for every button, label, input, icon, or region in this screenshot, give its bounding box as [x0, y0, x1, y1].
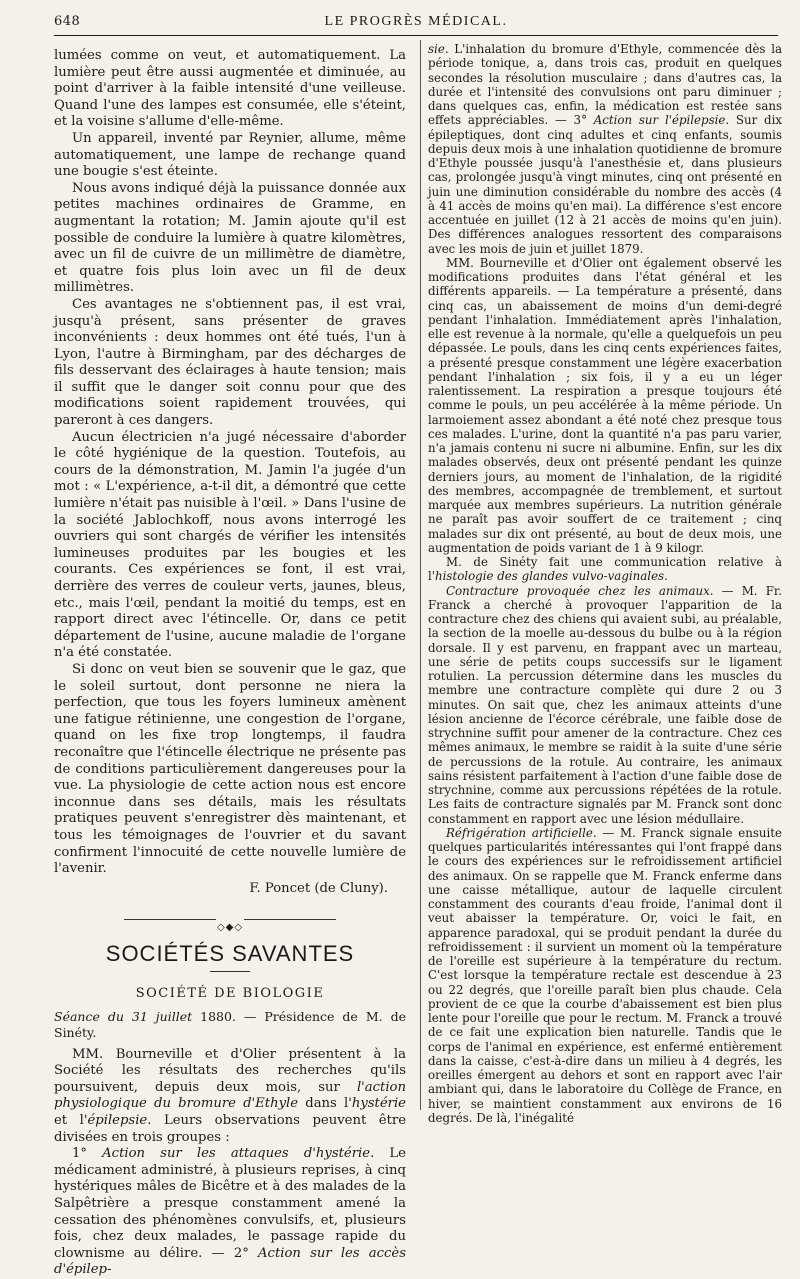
- ornament-line: [244, 919, 336, 920]
- ornament-glyph: ◇◆◇: [216, 921, 244, 933]
- text-run: dans l': [298, 1096, 352, 1112]
- text-run: . — M. Franck signale ensuite quelques particularités intéressantes qui l'ont frappé dans le cours des expériences sur le refroidissement artificiel des animaux. On se rappelle que M. Franck enferme dans une caisse métallique, autour de laquelle circulent constamment des courants d'eau froide, l'animal dont il veut abaisser la température. Or, voici le fait, en apparence paradoxal, qui se produit pendant la durée du refroidissement : il survient un moment où la température de l'oreille est supérieure à la température du rectum. C'est lorsque la température rectale est descendue à 23 ou 22 degrés, que l'oreille paraît bien plus chaude. Cela provient de ce que la courbe d'abaissement est bien plus lente pour l'oreille que pour le rectum. M. Franck a trouvé de ce fait une explication bien naturelle. Tandis que le corps de l'animal en expérience, est enfermé entièrement dans la caisse, c'est-à-dire dans un milieu à 4 degrés, les oreilles émergent au dehors et sont en rapport avec l'air ambiant qui, dans le laboratoire du Collège de France, en hiver, se maintient constamment aux environs de 16 degrés. De là, l'inégalité: [428, 825, 782, 1125]
- paragraph: Un appareil, inventé par Reynier, allume, même automatiquement, une lampe de rechange quand une bougie s'est éteinte.: [54, 130, 406, 180]
- right-column: [428, 42, 782, 1125]
- text-run: 1°: [72, 1146, 103, 1162]
- paragraph: Aucun électricien n'a jugé nécessaire d'aborder le côté hygiénique de la question. Toutefois, au cours de la démonstration, M. Jamin l'a jugée d'un mot : « L'expérience, a-t-il dit, a démontré que cette lumière n'était pas nuisible à l'œil. » Dans l'usine de la société Jablochkoff, nous avons interrogé les ouvriers qui sont chargés de vérifier les intensités lumineuses produites par les bougies et les courants. Ces expériences se font, il est vrai, derrière des verres de couleur verts, jaunes, bleus, etc., mais l'œil, pendant la moitié du temps, est en rapport direct avec l'étincelle. Or, dans ce petit département de l'usine, aucune maladie de l'organe n'a été constatée.: [54, 429, 406, 661]
- text-run: Contracture provoquée chez les animaux: [446, 583, 710, 598]
- page-number: 648: [54, 14, 81, 29]
- text-run: Action sur les attaques d'hystérie: [102, 1146, 371, 1162]
- text-run: MM. Bourneville et d'Olier présentent à la Société les résultats des recherches qu'ils poursuivent, depuis deux mois, sur: [54, 1046, 406, 1095]
- header-rule: [54, 35, 778, 36]
- paragraph: lumées comme on veut, et automatiquement. La lumière peut être aussi augmentée et diminuée, au point d'arriver à la faible intensité d'une veilleuse. Quand l'une des lampes est consumée, elle s'éteint, et la voisine s'allume d'elle-même.: [54, 48, 406, 130]
- paragraph: [54, 1146, 406, 1279]
- seance-line: [54, 1009, 406, 1041]
- running-head: [54, 12, 778, 34]
- ornamental-divider: [54, 915, 406, 933]
- paragraph: Si donc on veut bien se souvenir que le gaz, que le soleil surtout, dont personne ne niera la perfection, que tous les foyers lumineux amènent une fatigue rétinienne, une congestion de l'organe, quand on les fixe trop longtemps, il faudra reconaître que l'étincelle électrique ne présente pas de conditions particulièrement dangereuses pour la vue. La physiologie de cette action nous est encore inconnue dans ses détails, mais les résultats pratiques peuvent s'enregistrer dès maintenant, et tous les témoignages de l'ouvrier et du savant confirment l'innocuité de cette nouvelle lumière de l'avenir.: [54, 661, 406, 877]
- paragraph: Nous avons indiqué déjà la puissance donnée aux petites machines ordinaires de Gramme, en augmentant la rotation; M. Jamin ajoute qu'il est possible de conduire la lumière à quatre kilomètres, avec un fil de cuivre de un millimètre de diamètre, et quatre fois plus loin avec un fil de deux millimètres.: [54, 180, 406, 296]
- paragraph: [428, 555, 782, 584]
- column-divider: [420, 40, 421, 1110]
- paragraph: Ces avantages ne s'obtiennent pas, il est vrai, jusqu'à présent, sans présenter de graves inconvénients : deux hommes ont été tués, l'un à Lyon, l'autre à Birmingham, par des décharges de fils desservant des éclairages à haute tension; mais il suffit que le danger soit connu pour que des modifications soient rapidement trouvées, qui pareront à ces dangers.: [54, 296, 406, 429]
- section-rule: [210, 971, 250, 972]
- text-run: hystérie: [351, 1096, 406, 1112]
- text-run: . Sur dix épileptiques, dont cinq adultes et cinq enfants, soumis depuis deux mois à une inhalation quotidienne de bromure d'Ethyle poussée jusqu'à l'anesthésie et, dans plusieurs cas, prolongée jusqu'à vingt minutes, cinq ont présenté en juin une diminution considérable du nombre des accès (4 à 41 accès de moins qu'en mai). La différence s'est encore accentuée en juillet (12 à 21 accès de moins qu'en juin). Des différences analogues ressortent des comparaisons avec les mois de juin et juillet 1879.: [428, 113, 782, 256]
- text-run: Action sur les accès d'épilep-: [54, 1245, 406, 1278]
- text-run: Action sur l'épilepsie: [593, 113, 726, 128]
- text-run: sie: [428, 42, 445, 56]
- text-run: et l': [54, 1113, 88, 1129]
- society-title: SOCIÉTÉ DE BIOLOGIE: [135, 985, 325, 1001]
- journal-title: LE PROGRÈS MÉDICAL.: [324, 14, 508, 29]
- text-run: . L'inhalation du bromure d'Ethyle, commencée dès la période tonique, a, dans trois cas, produit en quelques secondes la résolution musculaire ; dans d'autres cas, la durée et l'intensité des convulsions ont paru diminuer ; dans quelques cas, enfin, la médication est restée sans effets appréciables. — 3°: [428, 42, 782, 128]
- paragraph: [428, 584, 782, 826]
- seance-presidence: 1880. — Présidence de M. de Sinéty.: [54, 1008, 406, 1040]
- text-run: . Le médicament administré, à plusieurs reprises, à cinq hystériques mâles de Bicêtre et à des malades de la Salpêtrière a presque constamment amené la cessation des phénomènes convulsifs, et, plusieurs fois, chez deux malades, le passage rapide du clownisme au délire. — 2°: [54, 1146, 406, 1261]
- paragraph: MM. Bourneville et d'Olier ont également observé les modifications produites dans l'état général et les différents appareils. — La température a présenté, dans cinq cas, un abaissement de moins d'un demi-degré pendant l'inhalation. Immédiatement après l'inhalation, elle est revenue à la normale, qu'elle a quelquefois un peu dépassée. Le pouls, dans les cinq cents expériences faites, a présenté presque constamment une légère exacerbation pendant l'inhalation ; six fois, il y a eu un léger ralentissement. La respiration a presque toujours été comme le pouls, un peu accélérée à la même période. Un larmoiement assez abondant a été noté chez presque tous ces malades. L'urine, dont la quantité n'a pas paru varier, n'a jamais contenu ni sucre ni albumine. Enfin, sur les dix malades observés, deux ont présenté pendant les quinze derniers jours, au moment de l'inhalation, de la rigidité des membres, accompagnée de tremblement, et surtout marquée aux membres supérieurs. La nutrition générale ne paraît pas avoir souffert de ce traitement ; cinq malades sur dix ont présenté, au bout de deux mois, une augmentation de poids variant de 1 à 9 kilogr.: [428, 255, 782, 555]
- left-column: [54, 48, 406, 1279]
- text-run: . — M. Fr. Franck a cherché à provoquer l'apparition de la contracture chez des chiens qui avaient subi, au préalable, la section de la moelle au-dessous du bulbe ou à la région dorsale. Il y est parvenu, en frappant avec un marteau, une série de petits coups successifs sur le ligament rotulien. La percussion détermine dans les muscles du membre une contracture complète qui dure 2 ou 3 minutes. On sait que, chez les animaux atteints d'une lésion ancienne de l'écorce cérébrale, une faible dose de strychnine suffit pour amener de la contracture. Chez ces mêmes animaux, le membre se raidit à la suite d'une série de percussions de la rotule. Au contraire, les animaux sains résistent parfaitement à l'action d'une faible dose de strychnine, comme aux percussions répétées de la rotule. Les faits de contracture signalés par M. Franck sont donc constamment en rapport avec une lésion médullaire.: [428, 583, 782, 826]
- author-signature: F. Poncet (de Cluny).: [249, 880, 388, 896]
- text-run: Réfrigération artificielle: [446, 825, 593, 840]
- text-run: . Leurs observations peuvent être divisées en trois groupes :: [54, 1113, 407, 1145]
- text-run: épilepsie: [87, 1113, 148, 1129]
- section-title: SOCIÉTÉS SAVANTES: [105, 940, 355, 966]
- text-run: .: [664, 569, 668, 584]
- seance-date: Séance du 31 juillet: [54, 1008, 193, 1024]
- paragraph: [428, 42, 782, 256]
- text-run: histologie des glandes vulvo-vaginales: [435, 569, 665, 584]
- paragraph: [428, 826, 782, 1125]
- text-run: M. de Sinéty fait une communication relative à l': [428, 555, 782, 584]
- paragraph: [54, 1047, 406, 1147]
- text-run: l'action physiologique du bromure d'Ethyle: [54, 1079, 406, 1112]
- ornament-line: [124, 919, 216, 920]
